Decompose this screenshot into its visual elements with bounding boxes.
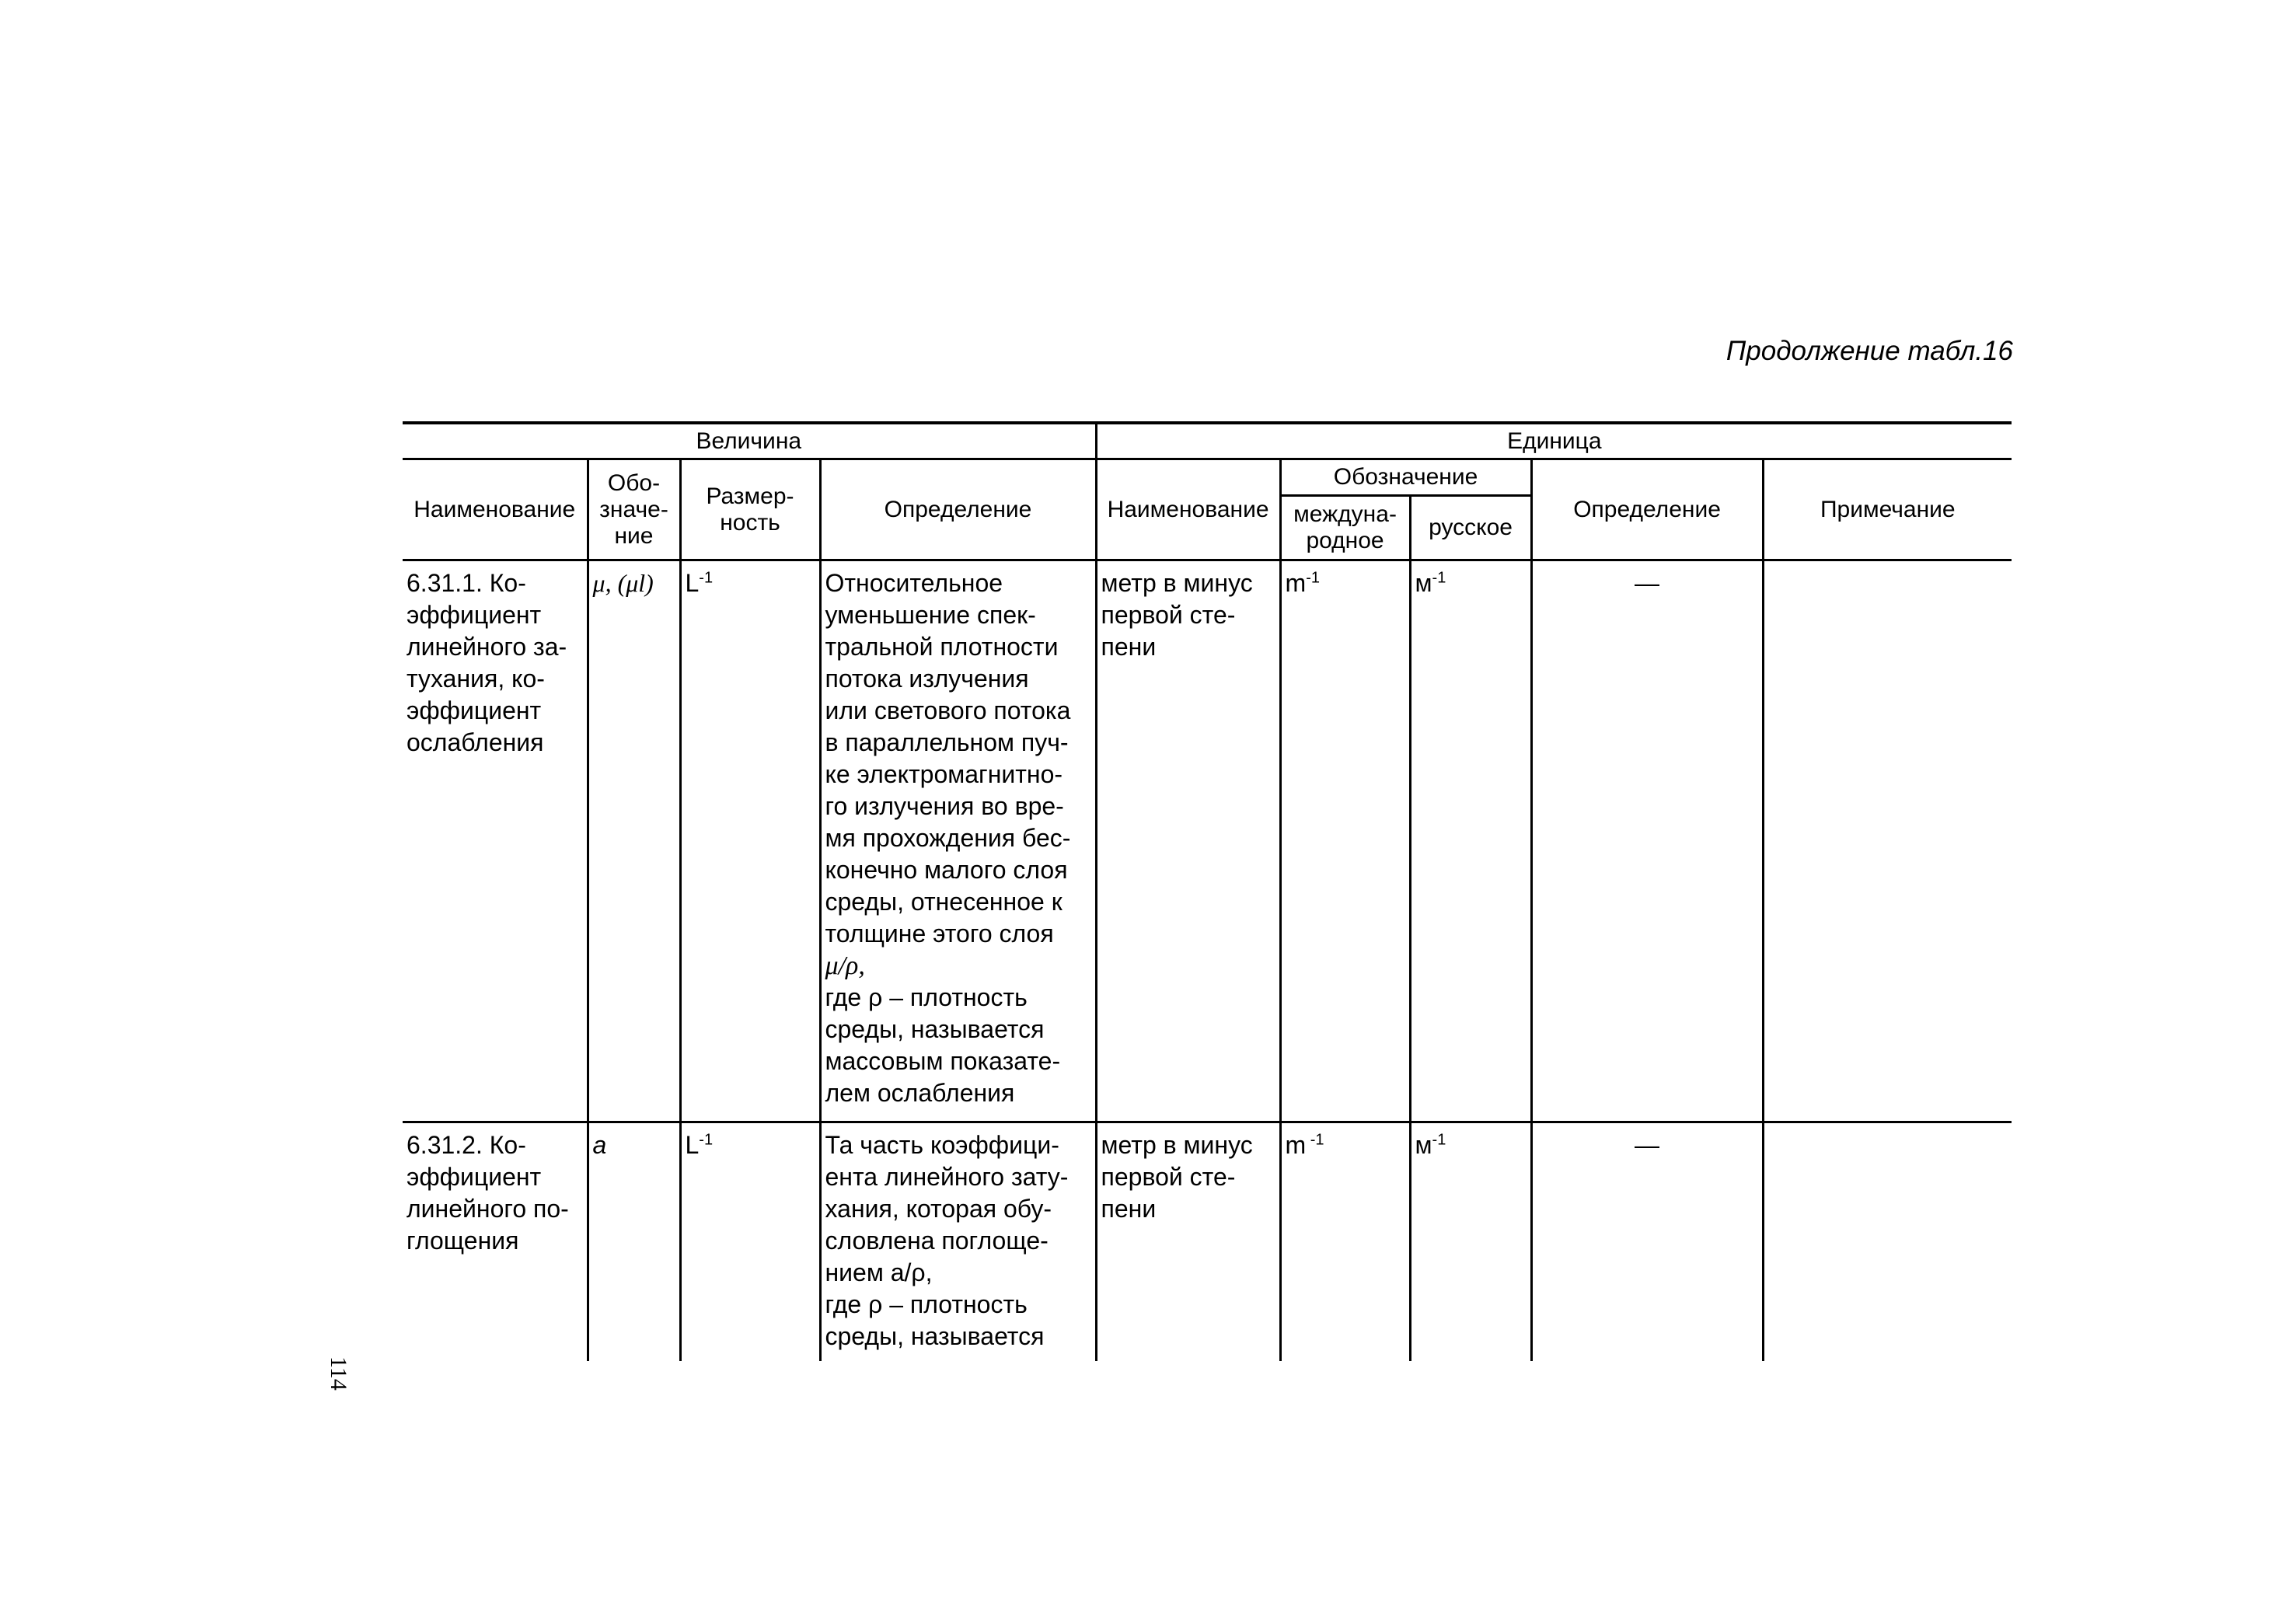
unit-russian: $м^{-1}$ [1410,560,1531,1122]
unit-russian: $м^{-1}$ [1410,1122,1531,1362]
col-dimension-header: Размер- ность [680,459,820,560]
unit-international: $m^{-1}$ [1280,560,1410,1122]
exponent: -1 [1432,569,1446,587]
col-definition-header: Определение [820,459,1096,560]
exponent: -1 [699,569,714,587]
table-row [403,1122,2012,1362]
quantity-name: 6.31.1. Ко- эффициент линейного за- тухания, ко- эффициент ослабления [403,560,588,1122]
note [1763,1122,2012,1362]
col-symbol-header: Обо- значе- ние [588,459,680,560]
unit-definition-header: Определение [1531,459,1763,560]
group-unit-header: Единица [1096,423,2012,459]
units-table [403,421,2012,1361]
page-number: 114 [326,1356,351,1391]
unit-international-header: междуна- родное [1280,496,1410,560]
quantity-dimension: $L^{-1}$ [680,560,820,1122]
quantity-name: 6.31.2. Ко- эффициент линейного по- глощения [403,1122,588,1362]
note [1763,560,2012,1122]
unit-international: m $^{-1}$ [1280,1122,1410,1362]
exponent: -1 [1306,569,1320,587]
definition-text: Та часть коэффици- ента линейного зату- хания, которая обу- словлена поглоще- нием a/ρ, [825,1131,1069,1286]
unit-russian-header: русское [1410,496,1531,560]
definition-formula: μ/ρ, [825,951,865,980]
quantity-definition [820,1122,1096,1362]
col-name-header: Наименование [403,459,588,560]
table-caption: Продолжение табл.16 [1725,336,2013,366]
unit-definition: — [1531,1122,1763,1362]
group-quantity-header: Величина [403,423,1096,459]
quantity-dimension: $L^{-1}$ [680,1122,820,1362]
note-header: Примечание [1763,459,2012,560]
quantity-symbol: μ, (μl) [588,560,680,1122]
unit-name-header: Наименование [1096,459,1280,560]
exponent: -1 [1432,1131,1446,1149]
quantity-definition [820,560,1096,1122]
exponent: -1 [699,1131,714,1149]
unit-designation-header: Обозначение [1280,459,1531,496]
definition-tail: где ρ – плотность среды, называется [825,1290,1045,1350]
table-row [403,560,2012,1122]
unit-name: метр в минус первой сте- пени [1096,1122,1280,1362]
definition-text: Относительное уменьшение спек- тральной плотности потока излучения или светового потока в параллельном пуч- ке электромагнитно- го излучения во вре- мя прохождения бес- конечно малого слоя среды, отнесенное к толщине этого слоя [825,569,1071,948]
unit-definition: — [1531,560,1763,1122]
quantity-symbol: a [588,1122,680,1362]
exponent: -1 [1306,1131,1324,1149]
unit-name: метр в минус первой сте- пени [1096,560,1280,1122]
definition-tail: где ρ – плотность среды, называется массовым показате- лем ослабления [825,983,1061,1107]
